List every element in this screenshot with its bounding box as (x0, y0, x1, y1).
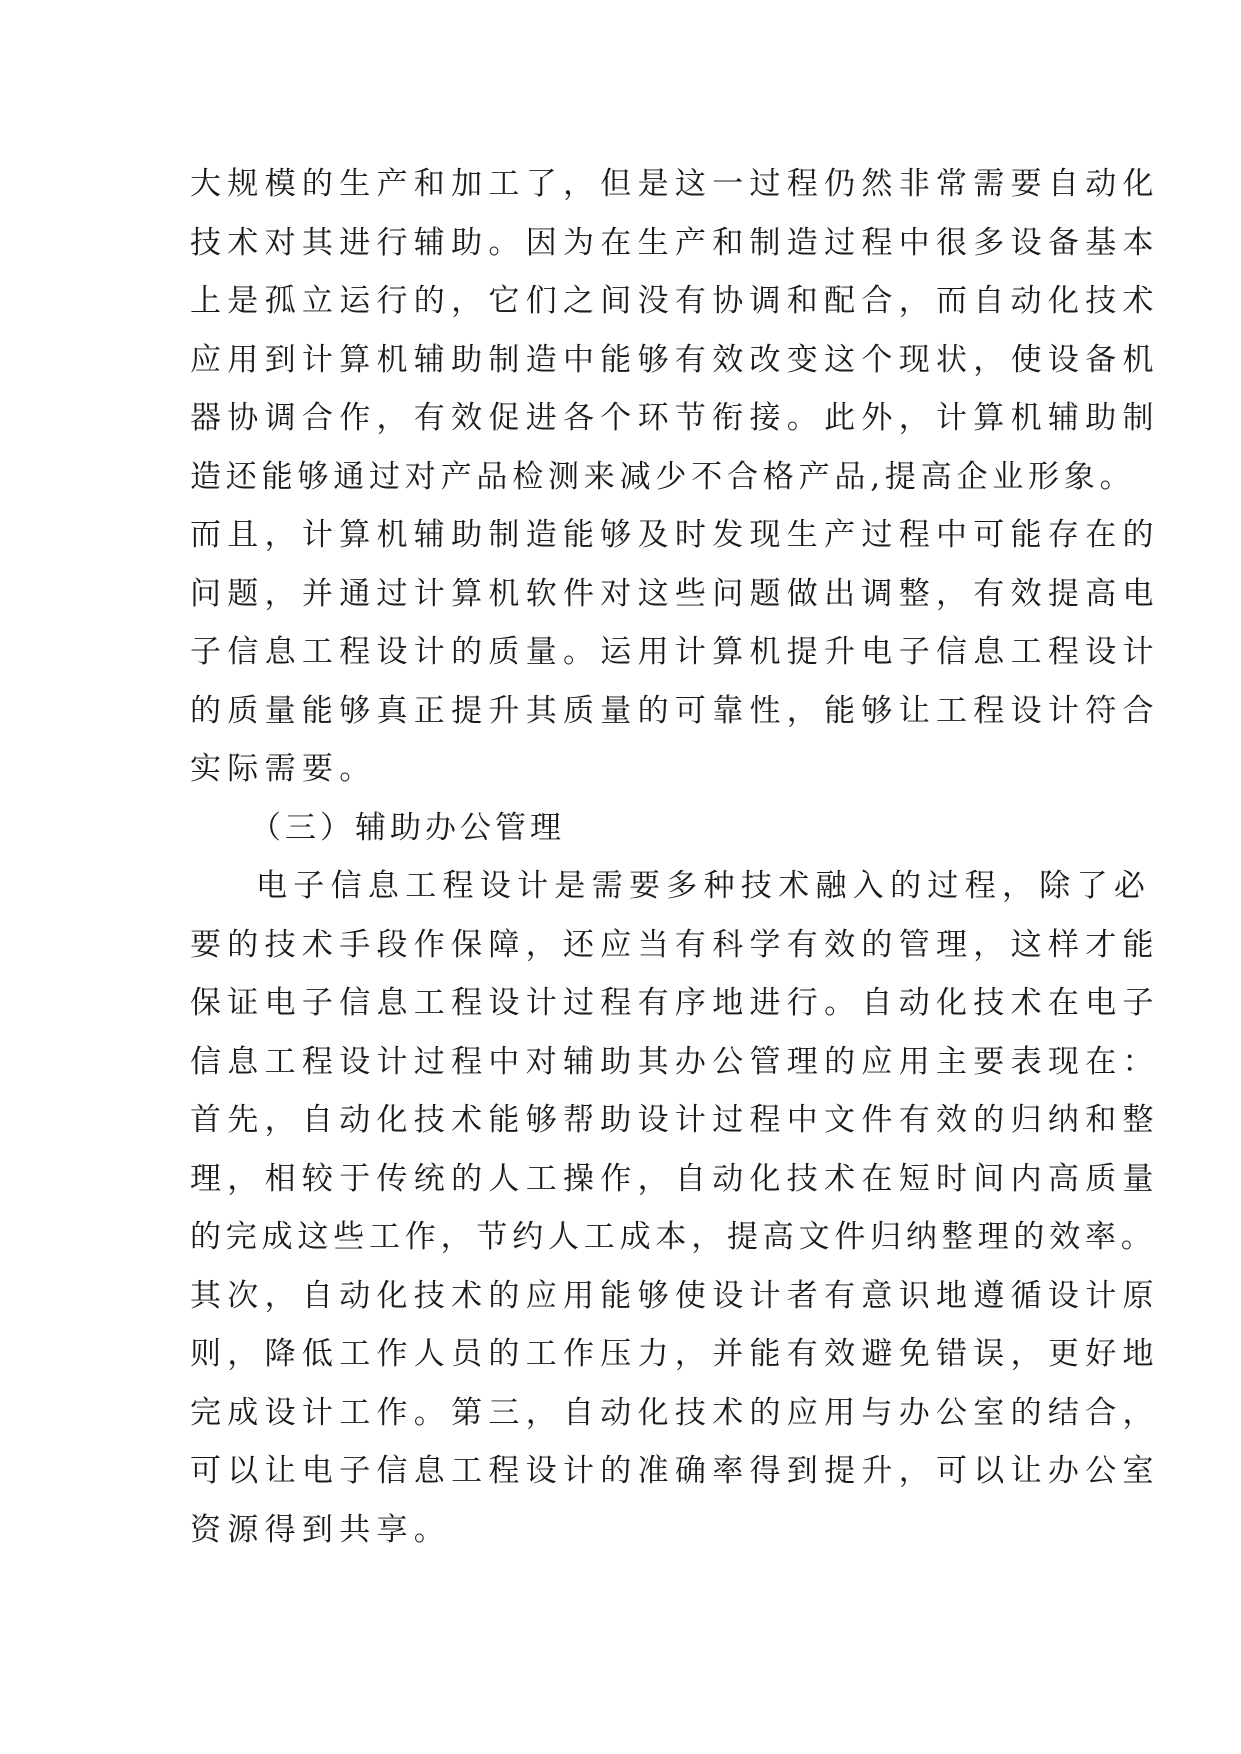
text-line: 其次，自动化技术的应用能够使设计者有意识地遵循设计原 (190, 1277, 1160, 1314)
text-line: 保证电子信息工程设计过程有序地进行。自动化技术在电子 (190, 985, 1160, 1021)
text-line: 首先，自动化技术能够帮助设计过程中文件有效的归纳和整 (190, 1102, 1160, 1138)
text-line: 完成设计工作。第三，自动化技术的应用与办公室的结合， (190, 1394, 1160, 1431)
text-line: 大规模的生产和加工了，但是这一过程仍然非常需要自动化 (190, 166, 1160, 202)
text-line: 资源得到共享。 (190, 1511, 452, 1548)
text-line: 问题，并通过计算机软件对这些问题做出调整，有效提高电 (190, 575, 1160, 612)
section-heading: （三）辅助办公管理 (250, 809, 565, 846)
text-line: 要的技术手段作保障，还应当有科学有效的管理，这样才能 (190, 926, 1160, 963)
text-line: 技术对其进行辅助。因为在生产和制造过程中很多设备基本 (190, 224, 1160, 261)
text-line: 的质量能够真正提升其质量的可靠性，能够让工程设计符合 (190, 692, 1160, 729)
text-line: 应用到计算机辅助制造中能够有效改变这个现状，使设备机 (190, 341, 1160, 378)
text-line: 的完成这些工作，节约人工成本，提高文件归纳整理的效率。 (190, 1219, 1157, 1255)
text-line: 理，相较于传统的人工操作，自动化技术在短时间内高质量 (190, 1160, 1160, 1197)
text-line: 而且，计算机辅助制造能够及时发现生产过程中可能存在的 (190, 517, 1160, 553)
text-line: 子信息工程设计的质量。运用计算机提升电子信息工程设计 (190, 634, 1160, 670)
paragraph-first-line: 电子信息工程设计是需要多种技术融入的过程，除了必 (256, 868, 1152, 904)
text-line: 实际需要。 (190, 751, 377, 787)
body-text (190, 155, 1160, 1559)
text-line: 信息工程设计过程中对辅助其办公管理的应用主要表现在： (190, 1043, 1160, 1080)
text-line: 造还能够通过对产品检测来减少不合格产品,提高企业形象。 (190, 458, 1136, 495)
text-line: 可以让电子信息工程设计的准确率得到提升，可以让办公室 (190, 1453, 1160, 1489)
text-line: 则，降低工作人员的工作压力，并能有效避免错误，更好地 (190, 1336, 1160, 1372)
text-line: 器协调合作，有效促进各个环节衔接。此外，计算机辅助制 (190, 400, 1160, 436)
text-line: 上是孤立运行的，它们之间没有协调和配合，而自动化技术 (190, 283, 1160, 319)
